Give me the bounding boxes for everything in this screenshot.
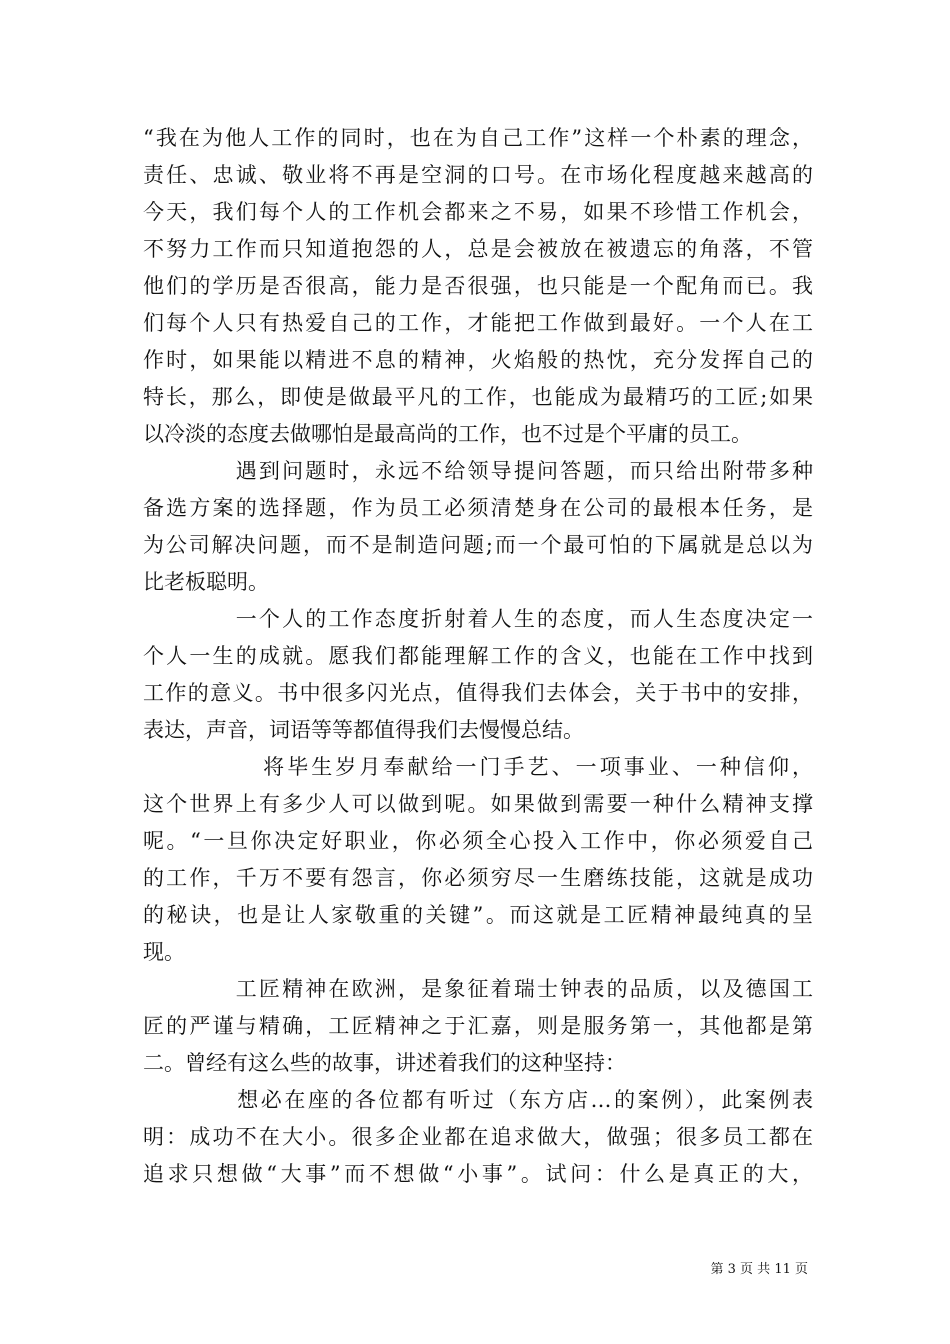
text-line: 表达，声音，词语等等都值得我们去慢慢总结。 (143, 718, 584, 742)
text-line: 遇到问题时，永远不给领导提问答题，而只给出附带多种 (143, 459, 813, 483)
text-line: 二。曾经有这么些的故事，讲述着我们的这种坚持： (143, 1051, 626, 1075)
text-line: 工作的意义。书中很多闪光点，值得我们去体会，关于书中的安排， (143, 681, 813, 705)
text-line: 将毕生岁月奉献给一门手艺、一项事业、一种信仰， (143, 755, 813, 779)
text-line: 这个世界上有多少人可以做到呢。如果做到需要一种什么精神支撑 (143, 792, 813, 816)
text-line: 为公司解决问题，而不是制造问题;而一个最可怕的下属就是总以为 (143, 533, 813, 557)
text-line: 工匠精神在欧洲，是象征着瑞士钟表的品质，以及德国工 (143, 977, 813, 1001)
text-line: 他们的学历是否很高，能力是否很强，也只能是一个配角而已。我 (143, 274, 813, 298)
text-line: 作时，如果能以精进不息的精神，火焰般的热忱，充分发挥自己的 (143, 348, 813, 372)
text-line: 的工作，千万不要有怨言，你必须穷尽一生磨练技能，这就是成功 (143, 866, 813, 890)
text-line: 特长，那么，即使是做最平凡的工作，也能成为最精巧的工匠;如果 (143, 385, 813, 409)
text-line: 备选方案的选择题，作为员工必须清楚身在公司的最根本任务，是 (143, 496, 813, 520)
page-footer: 第 3 页 共 11 页 (710, 1262, 808, 1277)
body-text (143, 120, 813, 1193)
text-line: 的秘诀，也是让人家敬重的关键”。而这就是工匠精神最纯真的呈 (143, 903, 813, 927)
text-line: 明：成功不在大小。很多企业都在追求做大，做强；很多员工都在 (143, 1125, 813, 1149)
text-line: 个人一生的成就。愿我们都能理解工作的含义，也能在工作中找到 (143, 644, 813, 668)
text-line: 不努力工作而只知道抱怨的人，总是会被放在被遗忘的角落，不管 (143, 237, 813, 261)
text-line: 匠的严谨与精确，工匠精神之于汇嘉，则是服务第一，其他都是第 (143, 1014, 813, 1038)
text-line: 今天，我们每个人的工作机会都来之不易，如果不珍惜工作机会， (143, 200, 813, 224)
text-line: 责任、忠诚、敬业将不再是空洞的口号。在市场化程度越来越高的 (143, 163, 813, 187)
text-line: 比老板聪明。 (143, 570, 269, 594)
text-line: “我在为他人工作的同时，也在为自己工作”这样一个朴素的理念， (143, 126, 813, 150)
text-line: 以冷淡的态度去做哪怕是最高尚的工作，也不过是个平庸的员工。 (143, 422, 752, 446)
text-line: 想必在座的各位都有听过（东方店…的案例），此案例表 (143, 1088, 813, 1112)
text-line: 一个人的工作态度折射着人生的态度，而人生态度决定一 (143, 607, 813, 631)
text-line: 现。 (143, 940, 185, 964)
text-line: 们每个人只有热爱自己的工作，才能把工作做到最好。一个人在工 (143, 311, 813, 335)
text-line: 呢。“一旦你决定好职业，你必须全心投入工作中，你必须爱自己 (143, 829, 813, 853)
text-line: 追求只想做“大事”而不想做“小事”。试问：什么是真正的大， (143, 1162, 813, 1186)
